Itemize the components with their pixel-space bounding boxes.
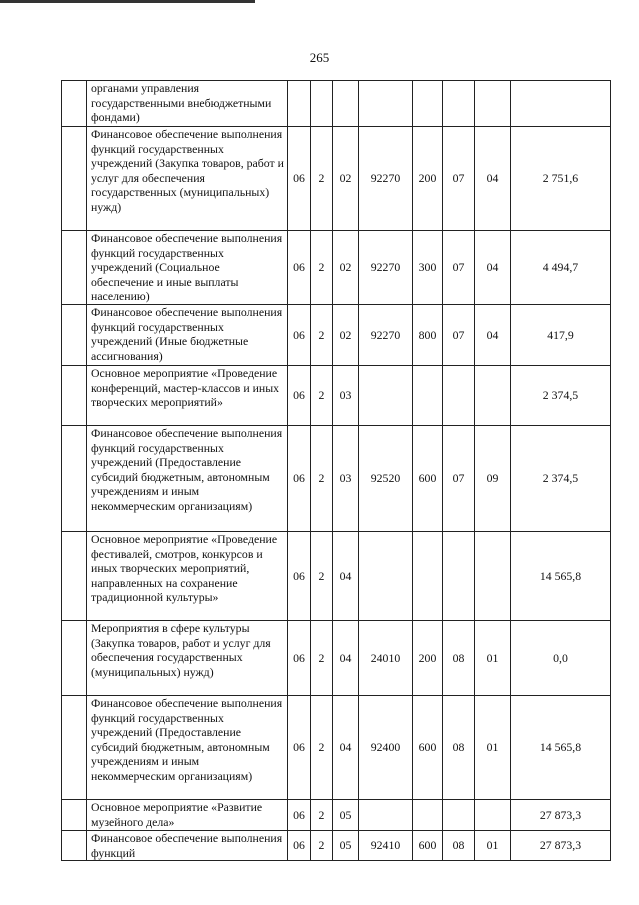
page-number: 265 [309,50,330,65]
table-row [62,831,611,861]
item-name-cell: Финансовое обеспечение выполнения функций государственных учреждений (Закупка товаров, работ и услуг для обеспечения государственных (муниципальных) нужд) [87,127,288,231]
expense-type-code-cell: 600 [413,426,443,532]
blank-cell [62,81,87,127]
table-row [62,305,611,366]
direction-code-cell: 92400 [359,696,413,800]
expense-type-code-cell [413,366,443,426]
section-code-cell [443,81,475,127]
subprogram-code-cell: 2 [311,231,333,305]
blank-cell [62,305,87,366]
program-code-cell: 06 [288,366,311,426]
program-code-cell: 06 [288,621,311,696]
event-code-cell: 05 [333,831,359,861]
blank-cell [62,831,87,861]
expense-type-code-cell: 600 [413,696,443,800]
section-code-cell: 07 [443,426,475,532]
blank-cell [62,231,87,305]
subsection-code-cell: 04 [475,305,511,366]
table-row [62,127,611,231]
direction-code-cell: 24010 [359,621,413,696]
section-code-cell [443,532,475,621]
program-code-cell: 06 [288,532,311,621]
direction-code-cell: 92520 [359,426,413,532]
section-code-cell: 07 [443,305,475,366]
amount-cell: 0,0 [511,621,611,696]
amount-cell: 14 565,8 [511,696,611,800]
expense-type-code-cell [413,800,443,831]
expense-type-code-cell: 800 [413,305,443,366]
item-name-cell: Основное мероприятие «Проведение фестивалей, смотров, конкурсов и иных творческих мероприятий, направленных на сохранение традиционной культуры» [87,532,288,621]
direction-code-cell: 92270 [359,305,413,366]
subprogram-code-cell: 2 [311,696,333,800]
event-code-cell: 02 [333,305,359,366]
direction-code-cell: 92270 [359,231,413,305]
event-code-cell: 02 [333,231,359,305]
program-code-cell: 06 [288,127,311,231]
subsection-code-cell: 01 [475,621,511,696]
table-row [62,81,611,127]
subprogram-code-cell: 2 [311,305,333,366]
event-code-cell: 05 [333,800,359,831]
amount-cell: 2 374,5 [511,426,611,532]
section-code-cell: 08 [443,831,475,861]
subsection-code-cell [475,81,511,127]
section-code-cell: 07 [443,127,475,231]
budget-table [61,80,611,861]
program-code-cell: 06 [288,800,311,831]
table-row [62,621,611,696]
program-code-cell: 06 [288,231,311,305]
expense-type-code-cell: 300 [413,231,443,305]
event-code-cell: 02 [333,127,359,231]
subsection-code-cell [475,532,511,621]
event-code-cell [333,81,359,127]
subsection-code-cell [475,800,511,831]
subprogram-code-cell: 2 [311,426,333,532]
subprogram-code-cell: 2 [311,532,333,621]
amount-cell [511,81,611,127]
direction-code-cell [359,366,413,426]
blank-cell [62,621,87,696]
subprogram-code-cell: 2 [311,831,333,861]
blank-cell [62,696,87,800]
item-name-cell: Финансовое обеспечение выполнения функций государственных учреждений (Социальное обеспечение и иные выплаты населению) [87,231,288,305]
section-code-cell [443,366,475,426]
table-row [62,231,611,305]
table-row [62,426,611,532]
item-name-cell: Финансовое обеспечение выполнения функций государственных учреждений (Предоставление субсидий бюджетным, автономным учреждениям и иным некоммерческим организациям) [87,696,288,800]
amount-cell: 2 374,5 [511,366,611,426]
expense-type-code-cell [413,532,443,621]
subsection-code-cell: 04 [475,127,511,231]
direction-code-cell: 92270 [359,127,413,231]
table-row [62,366,611,426]
program-code-cell: 06 [288,831,311,861]
subsection-code-cell [475,366,511,426]
program-code-cell: 06 [288,696,311,800]
program-code-cell: 06 [288,426,311,532]
amount-cell: 14 565,8 [511,532,611,621]
subsection-code-cell: 01 [475,696,511,800]
amount-cell: 27 873,3 [511,831,611,861]
amount-cell: 2 751,6 [511,127,611,231]
direction-code-cell [359,81,413,127]
table-row [62,800,611,831]
subprogram-code-cell: 2 [311,127,333,231]
program-code-cell [288,81,311,127]
section-code-cell: 08 [443,621,475,696]
amount-cell: 4 494,7 [511,231,611,305]
section-code-cell [443,800,475,831]
event-code-cell: 04 [333,696,359,800]
event-code-cell: 04 [333,621,359,696]
direction-code-cell [359,532,413,621]
section-code-cell: 07 [443,231,475,305]
item-name-cell: Финансовое обеспечение выполнения функций государственных учреждений (Иные бюджетные ассигнования) [87,305,288,366]
item-name-cell: Финансовое обеспечение выполнения функций [87,831,288,861]
event-code-cell: 04 [333,532,359,621]
subprogram-code-cell: 2 [311,366,333,426]
event-code-cell: 03 [333,366,359,426]
subsection-code-cell: 01 [475,831,511,861]
blank-cell [62,127,87,231]
expense-type-code-cell [413,81,443,127]
blank-cell [62,800,87,831]
blank-cell [62,366,87,426]
item-name-cell: органами управления государственными внебюджетными фондами) [87,81,288,127]
item-name-cell: Основное мероприятие «Проведение конференций, мастер-классов и иных творческих мероприятий» [87,366,288,426]
item-name-cell: Основное мероприятие «Развитие музейного дела» [87,800,288,831]
section-code-cell: 08 [443,696,475,800]
subsection-code-cell: 04 [475,231,511,305]
amount-cell: 27 873,3 [511,800,611,831]
program-code-cell: 06 [288,305,311,366]
expense-type-code-cell: 200 [413,621,443,696]
subprogram-code-cell: 2 [311,800,333,831]
direction-code-cell: 92410 [359,831,413,861]
expense-type-code-cell: 600 [413,831,443,861]
item-name-cell: Мероприятия в сфере культуры (Закупка товаров, работ и услуг для обеспечения государственных (муниципальных) нужд) [87,621,288,696]
top-rule [0,0,255,3]
blank-cell [62,532,87,621]
blank-cell [62,426,87,532]
subsection-code-cell: 09 [475,426,511,532]
expense-type-code-cell: 200 [413,127,443,231]
subprogram-code-cell: 2 [311,621,333,696]
amount-cell: 417,9 [511,305,611,366]
table-row [62,696,611,800]
direction-code-cell [359,800,413,831]
event-code-cell: 03 [333,426,359,532]
item-name-cell: Финансовое обеспечение выполнения функций государственных учреждений (Предоставление субсидий бюджетным, автономным учреждениям и иным некоммерческим организациям) [87,426,288,532]
table-row [62,532,611,621]
subprogram-code-cell [311,81,333,127]
